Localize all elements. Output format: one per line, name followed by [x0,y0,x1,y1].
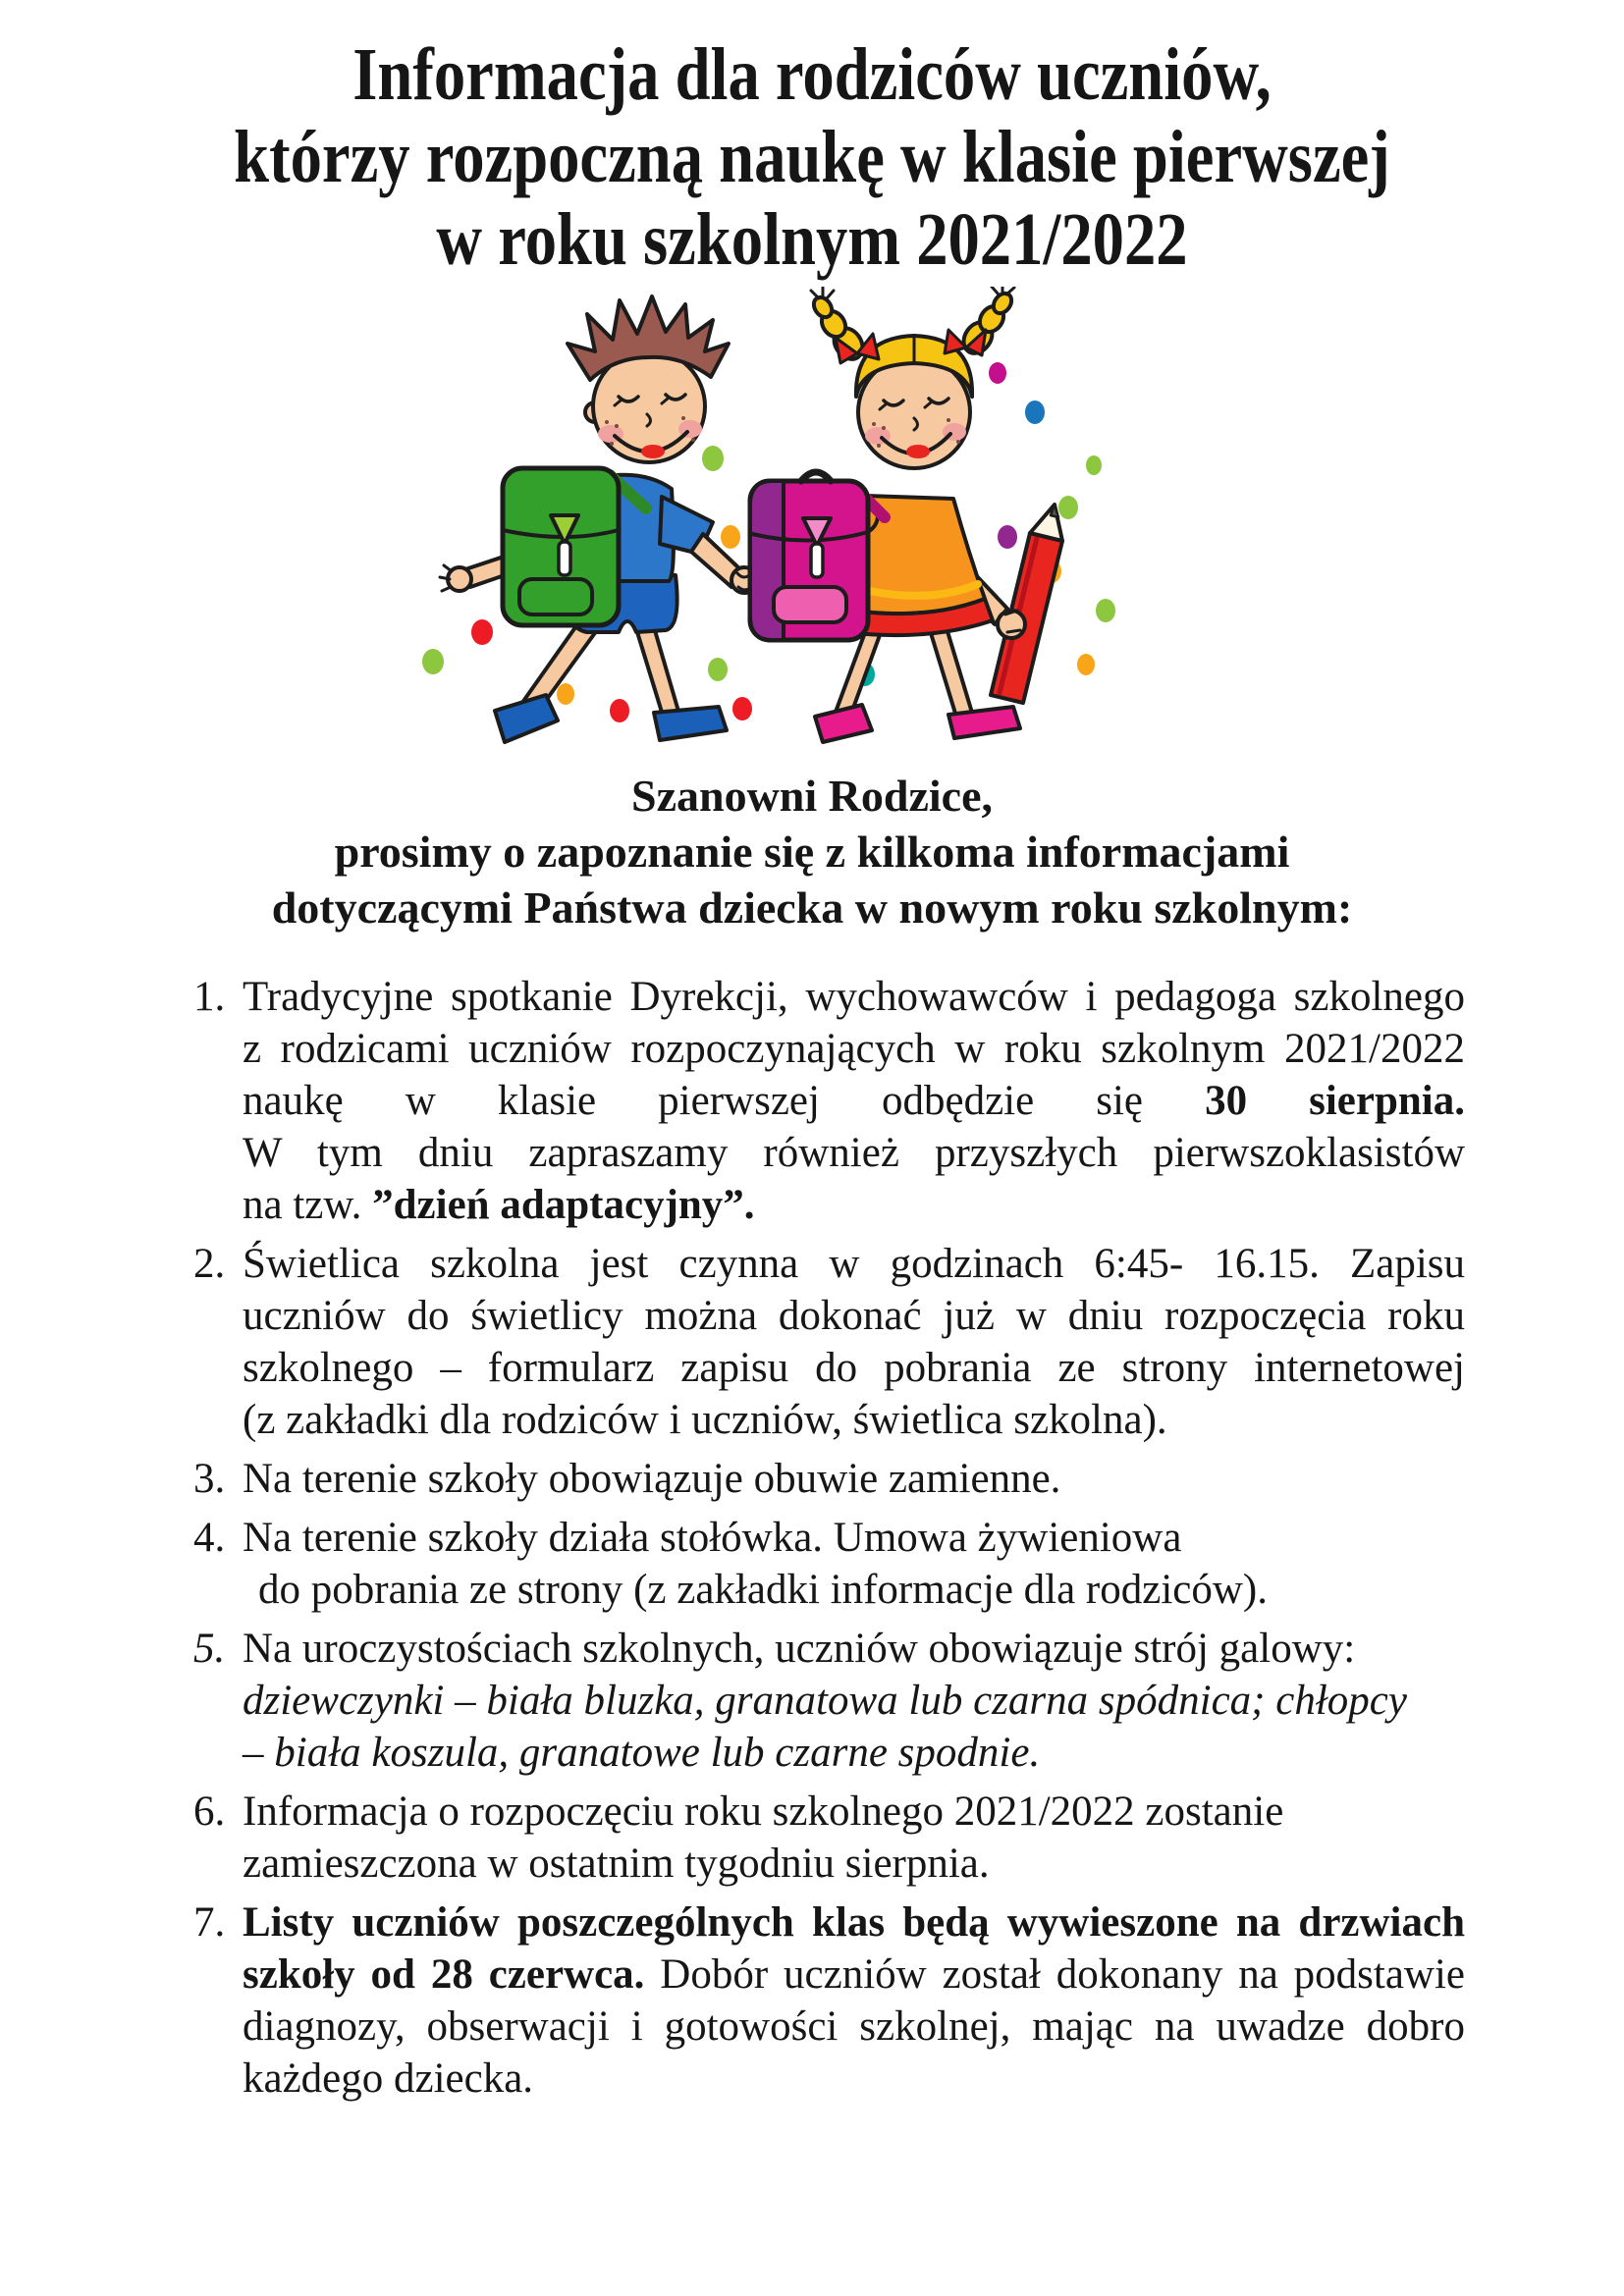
text-segment: szkoły od 28 czerwca. [243,1951,645,1998]
list-item-content [243,1896,1465,2105]
text-segment: dziewczynki – biała bluzka, granatowa lub czarna spódnica; chłopcy [243,1678,1407,1724]
list-item-content [243,1238,1465,1446]
title-line-2: którzy rozpoczną naukę w klasie pierwszej [234,116,1390,198]
list-item-5 [193,1623,1465,1779]
list-item-line [243,1564,1465,1616]
list-item-3 [193,1453,1465,1505]
title-line-3: w roku szkolnym 2021/2022 [436,198,1188,281]
text-segment: do pobrania ze strony (z zakładki informacje dla rodziców). [258,1567,1268,1613]
list-item-line [243,2001,1465,2053]
girl-figure [731,287,1062,742]
list-item-line [243,1075,1465,1127]
greeting-line-3: dotyczącymi Państwa dziecka w nowym roku szkolnym: [271,882,1353,933]
text-segment: 30 sierpnia. [1205,1078,1465,1124]
list-item-line [243,1727,1465,1779]
text-segment: – biała koszula, granatowe lub czarne spodnie. [243,1730,1041,1776]
text-segment: z rodzicami uczniów rozpoczynających w roku szkolnym 2021/2022 [243,1026,1465,1072]
list-item-line [243,1623,1465,1675]
list-item-number: 3. [193,1456,226,1502]
list-item-line [243,1290,1465,1342]
text-segment: Świetlica szkolna jest czynna w godzinach 6:45- 16.15. Zapisu [243,1241,1465,1287]
list-item-line [243,1342,1465,1394]
girl-right-braid [945,287,1015,358]
text-segment: W tym dniu zapraszamy również przyszłych pierwszoklasistów [243,1130,1465,1176]
text-segment: Na terenie szkoły obowiązuje obuwie zamienne. [243,1456,1061,1502]
girl-left-braid [810,288,879,364]
list-item-number: 6. [193,1789,226,1835]
list-item-6 [193,1786,1465,1890]
text-segment: Informacja o rozpoczęciu roku szkolnego 2021/2022 zostanie [243,1789,1284,1835]
list-item-number: 4. [193,1515,226,1561]
list-item-line [243,1786,1465,1838]
text-segment: Na terenie szkoły działa stołówka. Umowa żywieniowa [243,1515,1182,1561]
list-item-line [243,1179,1465,1231]
list-item-line [243,1453,1465,1505]
text-segment: na tzw. [243,1182,373,1228]
list-item-4 [193,1512,1465,1616]
children-illustration [418,287,1115,750]
list-item-line [243,1023,1465,1075]
greeting-line-2: prosimy o zapoznanie się z kilkoma informacjami [334,827,1290,877]
greeting [0,768,1624,935]
list-item-content [243,971,1465,1231]
list-item-7 [193,1896,1465,2105]
list-item-content [243,1786,1465,1890]
text-segment: zamieszczona w ostatnim tygodniu sierpnia. [243,1841,990,1887]
list-item-line [243,971,1465,1023]
list-item-content [243,1623,1465,1779]
list-item-number: 1. [193,974,226,1020]
info-list [193,971,1465,2105]
list-item-line [243,1896,1465,1949]
text-segment: szkolnego – formularz zapisu do pobrania ze strony internetowej [243,1345,1465,1391]
list-item-line [243,1238,1465,1290]
list-item-line [243,2053,1465,2105]
text-segment: diagnozy, obserwacji i gotowości szkolnej, mając na uwadze dobro [243,2003,1465,2050]
text-segment: naukę w klasie pierwszej odbędzie się [243,1078,1206,1124]
text-segment: Dobór uczniów został dokonany na podstawie [644,1951,1465,1998]
list-item-line [243,1394,1465,1446]
text-segment: każdego dziecka. [243,2056,534,2102]
page-title [0,0,1624,281]
list-item-number: 5. [193,1626,226,1672]
list-item-2 [193,1238,1465,1446]
list-item-line [243,1127,1465,1179]
list-item-number: 2. [193,1241,226,1287]
text-segment: Listy uczniów poszczególnych klas będą wywieszone na drzwiach [243,1899,1465,1946]
boy-figure [440,296,742,742]
text-segment: uczniów do świetlicy można dokonać już w dniu rozpoczęcia roku [243,1293,1465,1339]
greeting-line-1: Szanowni Rodzice, [631,771,993,821]
girl-backpack [750,472,885,640]
list-item-line [243,1675,1465,1727]
list-item-1 [193,971,1465,1231]
list-item-line [243,1838,1465,1890]
text-segment: Na uroczystościach szkolnych, uczniów obowiązuje strój galowy: [243,1626,1356,1672]
list-item-line [243,1512,1465,1564]
text-segment: ”dzień adaptacyjny”. [372,1182,755,1228]
text-segment: (z zakładki dla rodziców i uczniów, świetlica szkolna). [243,1397,1167,1443]
list-item-line [243,1949,1465,2001]
text-segment: Tradycyjne spotkanie Dyrekcji, wychowawców i pedagoga szkolnego [243,974,1465,1020]
list-item-content [243,1453,1465,1505]
list-item-content [243,1512,1465,1616]
list-item-number: 7. [193,1899,226,1946]
title-line-1: Informacja dla rodziców uczniów, [352,33,1272,116]
